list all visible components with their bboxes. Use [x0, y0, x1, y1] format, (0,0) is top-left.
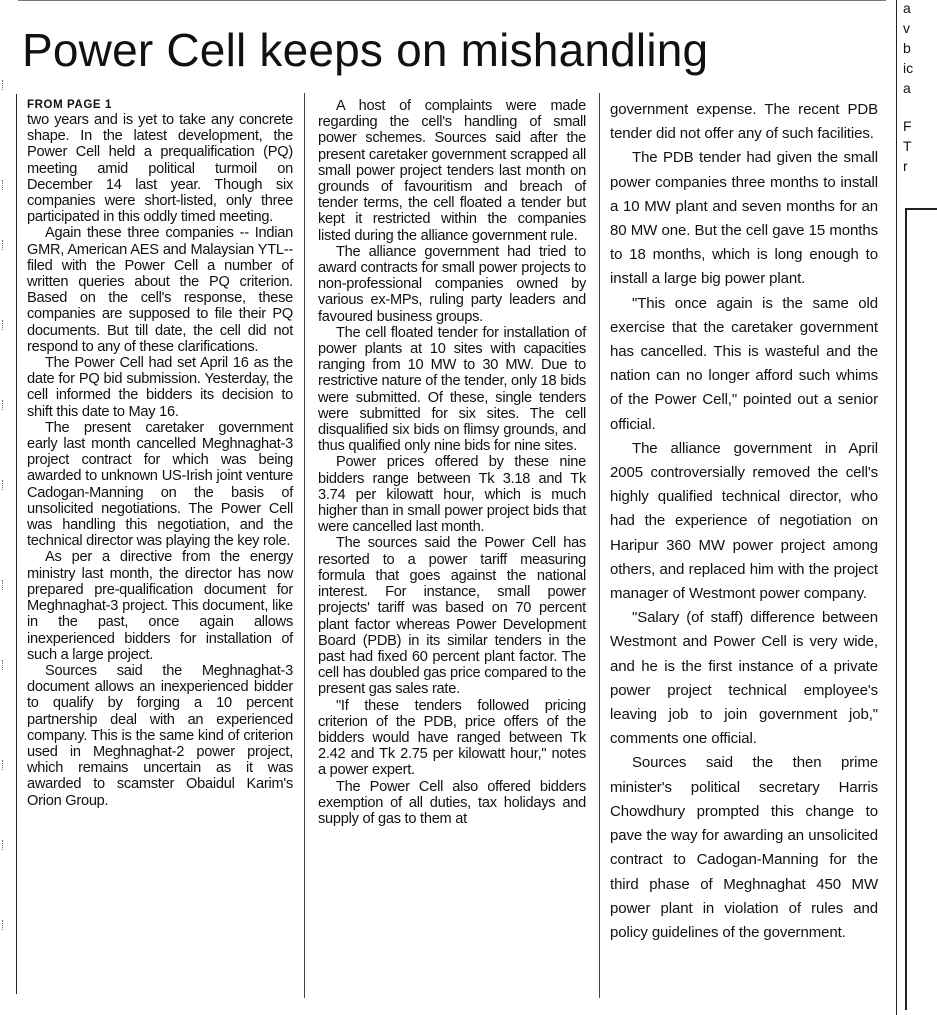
text-fragment: T: [903, 138, 912, 154]
paragraph: The Power Cell had set April 16 as the date for PQ bid submission. Yesterday, the cell informed the bidders its decision to shift this date to May 16.: [27, 355, 293, 420]
paragraph: The alliance government in April 2005 controversially removed the cell's highly qualified technical director, who had the experience of negotiation on Haripur 360 MW power project among others, and replaced him with the project manager of Westmont power company.: [610, 439, 878, 603]
text-fragment: v: [903, 20, 910, 36]
text-fragment: F: [903, 118, 912, 134]
article-column-2: [318, 98, 586, 998]
continued-from-label: FROM PAGE 1: [27, 99, 112, 111]
left-margin-ticks: [0, 60, 10, 960]
paragraph: A host of complaints were made regarding the cell's handling of small power schemes. Sources said after the present caretaker government scrapped all small power project tenders last month on grounds of favouritism and breach of tender terms, the cell floated a tender but kept it restricted within the companies listed during the alliance government rule.: [318, 98, 586, 244]
text-fragment: a: [903, 0, 911, 16]
left-border-rule: [16, 94, 17, 994]
paragraph: "This once again is the same old exercise that the caretaker government has cancelled. This is wasteful and the nation can no longer afford such whims of the Power Cell," pointed out a senior official.: [610, 294, 878, 433]
paragraph: The cell floated tender for installation of power plants at 10 sites with capacities ranging from 10 MW to 30 MW. Due to restrictive nature of the tender, only 18 bids were submitted. Of these, single tenders were submitted for six sites. The cell disqualified six bids on flimsy grounds, and thus qualified only nine bids for nine sites.: [318, 324, 586, 455]
text-fragment: ic: [903, 60, 914, 76]
top-rule: [18, 0, 886, 7]
article-column-1: [27, 98, 293, 998]
paragraph: Power prices offered by these nine bidders range between Tk 3.18 and Tk 3.74 per kilowatt hour, which is much higher than in small power project bids that were cancelled last month.: [318, 454, 586, 536]
text-fragment: r: [903, 158, 908, 174]
column-divider: [599, 93, 600, 998]
paragraph: Sources said the then prime minister's political secretary Harris Chowdhury prompted this change to pave the way for awarding an unsolicited contract to Cadogan-Manning for the third phase of Meghnaghat 450 MW power plant in violation of rules and policy guidelines of the government.: [610, 754, 878, 941]
paragraph: "Salary (of staff) difference between Westmont and Power Cell is very wide, and he is the first instance of a private power project technical employee's leaving job to join government job," comments one official.: [610, 609, 878, 748]
adjacent-article-edge: [896, 0, 917, 1015]
paragraph: two years and is yet to take any concrete shape. In the latest development, the Power Cell held a prequalification (PQ) meeting amid political turmoil on December 14 last year. Though six companies were short-listed, only three participated in this oddly timed meeting.: [27, 112, 293, 226]
paragraph: Again these three companies -- Indian GMR, American AES and Malaysian YTL-- filed with the Power Cell a number of written queries about the PQ criterion. Based on the cell's response, these companies are supposed to file their PQ documents. But till date, the cell did not respond to any of these clarifications.: [27, 225, 293, 355]
paragraph: The sources said the Power Cell has resorted to a power tariff measuring formula that goes against the national interest. For instance, small power projects' tariff was based on 70 percent plant factor whereas Power Development Board (PDB) in its similar tenders in the past had fixed 60 percent plant factor. The cell has doubled gas price compared to the present gas sales rate.: [318, 535, 586, 698]
text-fragment: a: [903, 80, 911, 96]
text-fragment: b: [903, 40, 911, 56]
paragraph: As per a directive from the energy ministry last month, the director has now prepared pre-qualification document for Meghnaghat-3 project. This document, like in the past, once again allows inexperienced bidders for installation of such a large project.: [27, 549, 293, 663]
paragraph: The Power Cell also offered bidders exemption of all duties, tax holidays and supply of gas to them at: [318, 778, 586, 827]
paragraph: "If these tenders followed pricing criterion of the PDB, price offers of the bidders would have ranged between Tk 2.42 and Tk 2.75 per kilowatt hour," notes a power expert.: [318, 697, 586, 779]
paragraph: Sources said the Meghnaghat-3 document allows an inexperienced bidder to qualify by forging a 10 percent partnership deal with an experienced company. This is the same kind of criterion used in Meghnaghat-2 power project, which remains uncertain as it was awarded to scamster Obaidul Karim's Orion Group.: [27, 662, 293, 809]
paragraph: government expense. The recent PDB tender did not offer any of such facilities.: [610, 101, 878, 143]
column-divider: [304, 93, 305, 998]
article-column-3: [610, 98, 878, 998]
adjacent-box-border: [905, 208, 937, 1010]
paragraph: The PDB tender had given the small power companies three months to install a 10 MW plant and seven months for an 80 MW one. But the cell gave 15 months to 18 months, which is long enough to install a large big power plant.: [610, 149, 878, 288]
paragraph: The alliance government had tried to award contracts for small power projects to non-professional companies owned by various ex-MPs, ruling party leaders and favoured business groups.: [318, 243, 586, 325]
paragraph: The present caretaker government early last month cancelled Meghnaghat-3 project contract for which was being awarded to unknown US-Irish joint venture Cadogan-Manning on the basis of unsolicited negotiations. The Power Cell was handling this negotiation, and the technical director was playing the key role.: [27, 419, 293, 550]
headline: Power Cell keeps on mishandling: [22, 24, 709, 76]
